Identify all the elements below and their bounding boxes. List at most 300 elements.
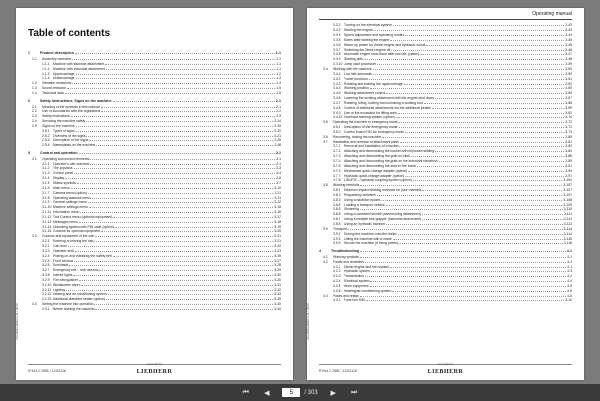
toc-entry-page: 1-5: [276, 86, 281, 91]
toc-entry-title: Minimum impact working methods for your machine: [344, 188, 422, 193]
toc-entry-page: 4-3: [567, 269, 572, 274]
toc-entry-page: 3-62: [565, 110, 572, 115]
first-page-icon[interactable]: ⏮: [242, 388, 249, 396]
toc-entry-number: 3.1.7: [42, 190, 50, 195]
toc-leader-dots: [95, 234, 273, 237]
toc-entry-page: 3-11: [274, 190, 281, 195]
toc-entry-number: 3.5: [323, 120, 328, 125]
toc-leader-dots: [399, 241, 562, 244]
document-page-left: [16, 8, 293, 380]
toc-entry-number: 3: [28, 150, 30, 155]
toc-entry-page: 3-111: [563, 212, 572, 217]
toc-entry-page: 3-27: [274, 258, 281, 263]
toc-entry-page: 4-4: [567, 274, 572, 279]
toc-leader-dots: [370, 284, 566, 287]
toc-entry-title: Automatic engine shut-down after low idle (option): [344, 52, 420, 57]
toc-entry-page: 2-14: [274, 119, 281, 124]
toc-leader-dots: [399, 144, 564, 147]
toc-entry-title: Overload warning system (option): [344, 115, 395, 120]
toc-leader-dots: [393, 23, 564, 26]
toc-entry-title: Operator seat: [53, 248, 74, 253]
toc-leader-dots: [69, 263, 273, 266]
toc-leader-dots: [74, 258, 273, 261]
toc-entry-page: 2-46: [274, 143, 281, 148]
toc-leader-dots: [373, 67, 564, 70]
toc-entry-number: 3.8.1: [333, 188, 341, 193]
toc-entry-number: 4.2.2: [333, 269, 341, 274]
toc-leader-dots: [422, 188, 562, 191]
toc-leader-dots: [95, 307, 273, 310]
toc-entry-page: 3-47: [565, 52, 572, 57]
toc-entry-title: Using a clamshell bucket (earthmoving attachment): [344, 212, 422, 217]
page-number-input[interactable]: 5: [282, 388, 300, 397]
toc-leader-dots: [400, 139, 564, 142]
toc-leader-dots: [404, 81, 564, 84]
toc-entry-page: 3-91: [565, 163, 572, 168]
toc-entry-number: 3.1.12: [42, 214, 52, 219]
toc-entry-title: Unlocking system with PIN code (option): [53, 224, 114, 229]
toc-entry-title: Heating and air conditioning system: [53, 292, 107, 297]
toc-entry-page: 3-113: [563, 221, 572, 226]
toc-entry-title: Using a multiple tine grapple (industrial attachment): [344, 217, 422, 222]
toc-entry-number: 3.3.3: [333, 28, 341, 33]
toc-entry-title: Recovering, towing the machine: [333, 134, 382, 139]
toc-entry[interactable]: [319, 241, 572, 246]
toc-entry-title: Attaching and dismounting the bucket with improved sealing: [344, 149, 435, 154]
toc-entry-number: 3.7: [323, 139, 328, 144]
toc-entry-title: Travel functions: [344, 76, 368, 81]
toc-entry-page: 3-31: [274, 282, 281, 287]
toc-leader-dots: [413, 178, 562, 181]
toc-entry-page: 3-19: [274, 224, 281, 229]
toc-leader-dots: [381, 197, 562, 200]
toc-entry-page: 3-16: [274, 210, 281, 215]
toc-entry-title: Controls and equipment of the cab: [42, 234, 94, 239]
toc-entry-number: 3.4.1: [333, 71, 341, 76]
toc-entry-title: Operator's cab overview: [53, 161, 90, 166]
toc-entry-title: Operating and control elements: [42, 156, 90, 161]
toc-entry-title: Uppercarriage: [53, 71, 75, 76]
toc-entry-title: Control of additional attachments via the additional pedals: [344, 105, 431, 110]
page-title: Table of contents: [28, 28, 111, 39]
toc-entry-title: Notes after starting the engine: [344, 37, 390, 42]
toc-leader-dots: [90, 161, 275, 164]
toc-entry-title: Safety instructions, Signs on the machine: [40, 98, 112, 103]
toc-leader-dots: [75, 248, 273, 251]
toc-leader-dots: [373, 28, 564, 31]
toc-entry-number: 3.7.7: [333, 173, 341, 178]
toc-entry-page: 3-29: [274, 268, 281, 273]
toc-entry-number: 4.2.3: [333, 274, 341, 279]
toc-entry-number: 1.1.2: [42, 66, 50, 71]
toc-entry-number: 3.8.7: [333, 217, 341, 222]
toc-leader-dots: [391, 47, 564, 50]
toc-entry-page: 3-30: [274, 277, 281, 282]
toc-entry-number: 3.9: [323, 226, 328, 231]
toc-entry-number: 3.3.9: [333, 57, 341, 62]
toc-entry-page: 3-57: [565, 96, 572, 101]
toc-leader-dots: [360, 293, 566, 296]
toc-entry-number: 3.5.1: [333, 125, 341, 130]
toc-entry-page: 3-21: [274, 234, 281, 239]
toc-entry-number: 3.2.12: [42, 292, 52, 297]
toc-entry-number: 3.9.2: [333, 236, 341, 241]
toc-entry-page: 2-1: [275, 98, 281, 103]
toc-leader-dots: [94, 302, 273, 305]
toc-entry-title: Secure the machine (6 fixing points): [344, 241, 399, 246]
toc-entry-page: 3-1: [276, 161, 281, 166]
toc-entry-title: Jump start procedure: [344, 62, 377, 67]
toc-entry-title: Operating statuses menu: [53, 195, 91, 200]
toc-entry-title: Fire extinguisher: [53, 277, 79, 282]
toc-entry-number: 1.1: [32, 57, 37, 62]
toc-entry-page: 4-1: [567, 264, 572, 269]
toc-leader-dots: [77, 181, 275, 184]
toc-entry-page: 3-104: [563, 178, 572, 183]
toc-entry-number: 4.2.5: [333, 283, 341, 288]
toc-entry-page: 3-10: [274, 185, 281, 190]
toc-entry-title: Warning symbols: [333, 254, 359, 259]
toc-leader-dots: [80, 210, 273, 213]
toc-entry-page: 3-70: [565, 115, 572, 120]
toc-leader-dots: [399, 120, 564, 123]
toc-entry-title: Loading a transport vehicle: [344, 202, 385, 207]
toc-entry-page: 1-1: [276, 61, 281, 66]
toc-leader-dots: [106, 66, 275, 69]
toc-leader-dots: [393, 236, 563, 239]
toc-leader-dots: [96, 143, 273, 146]
toc-leader-dots: [66, 287, 273, 290]
toc-leader-dots: [72, 57, 275, 60]
toc-entry-page: 2-20: [274, 128, 281, 133]
toc-entry-title: LIKUFIX – hydraulic coupling system (option): [344, 178, 412, 183]
toc-entry-title: Low idle automatic: [344, 71, 373, 76]
toc-entry-number: 3.2.11: [42, 287, 52, 292]
toc-leader-dots: [113, 253, 274, 256]
toc-entry-number: 3.8.5: [333, 207, 341, 212]
toc-leader-dots: [364, 57, 564, 60]
toc-entry-title: Signs on the machine: [42, 123, 75, 128]
toc-entry-title: Warm-up phase for Diesel engine and hydraulic circuit: [344, 42, 426, 47]
toc-leader-dots: [405, 33, 564, 36]
toc-entry-page: 2-1: [276, 104, 281, 109]
toc-entry-number: 3.7.1: [333, 144, 341, 149]
toc-entry-number: 1.1.1: [42, 61, 50, 66]
toc-entry-number: 1.1.4: [42, 76, 50, 81]
toc-entry-title: Controls for optional equipment: [53, 229, 101, 234]
toc-leader-dots: [432, 105, 564, 108]
toc-entry-number: 3.1.14: [42, 224, 52, 229]
toc-entry-number: 3.2.5: [42, 258, 50, 263]
toc-leader-dots: [426, 42, 564, 45]
toc-entry-page: 3-51: [565, 76, 572, 81]
toc-leader-dots: [65, 91, 275, 94]
toc-entry-number: 3.7.3: [333, 154, 341, 159]
toc-entry-number: 4.2: [323, 259, 328, 264]
toc-entry-page: 3-26: [274, 253, 281, 258]
toc-entry-number: 3.1.8: [42, 195, 50, 200]
toc-entry-title: Control board ES2 for emergency mode: [344, 129, 404, 134]
toc-entry-title: Main menu: [53, 185, 70, 190]
toc-entry-number: 3.1.3: [42, 171, 50, 176]
toc-entry-page: 1-1: [275, 51, 281, 56]
toc-entry-page: 3-82: [565, 144, 572, 149]
toc-entry[interactable]: [28, 143, 281, 148]
toc-entry-number: 3.1.10: [42, 205, 52, 210]
toc-entry-title: Types of signs: [53, 128, 75, 133]
toc-entry-title: Control panel: [53, 171, 74, 176]
toc-entry-page: 3-80: [565, 134, 572, 139]
toc-entry-number: 3.4.9: [333, 110, 341, 115]
toc-entry-title: Removal and installation of a bucket: [344, 144, 399, 149]
toc-entry-title: Machine with industrial attachment: [53, 66, 106, 71]
toc-entry-page: 3-33: [274, 292, 281, 297]
toc-entry-title: Working attachment control: [344, 91, 386, 96]
toc-leader-dots: [370, 86, 564, 89]
toc-entry-number: 2.5.2: [42, 133, 50, 138]
toc-entry-page: 3-15: [274, 205, 281, 210]
toc-entry-title: Description of the emergency mode: [344, 125, 398, 130]
toc-leader-dots: [65, 176, 275, 179]
toc-entry-number: 3.4.4: [333, 86, 341, 91]
toc-entry-number: 3.2.8: [42, 273, 50, 278]
toc-entry-page: 3-46: [565, 47, 572, 52]
toc-entry-title: Mechanical quick-change adapter (option): [344, 168, 408, 173]
toc-entry-page: 2-2: [276, 109, 281, 114]
toc-entry-title: Switching the Diesel engine off: [344, 47, 391, 52]
toc-leader-dots: [365, 259, 566, 262]
toc-entry-number: 3.3.10: [333, 62, 343, 67]
toc-entry-number: 4.2.6: [333, 288, 341, 293]
toc-entry-title: Overview of the signs: [53, 133, 86, 138]
toc-entry-page: 3-23: [274, 248, 281, 253]
toc-leader-dots: [422, 217, 562, 220]
toc-entry-page: 4-1: [567, 259, 572, 264]
side-note: LiFunktionalitaten 11 / 2016: [306, 303, 310, 340]
toc-entry-page: 2-21: [274, 133, 281, 138]
toc-leader-dots: [89, 138, 273, 141]
toc-entry-number: 3.3.1: [42, 306, 50, 311]
toc-entry-page: 3-97: [565, 173, 572, 178]
toc-entry-page: 3-58: [565, 100, 572, 105]
toc-entry-page: 3-40: [274, 302, 281, 307]
toc-entry-title: Vibration emissions: [42, 81, 72, 86]
toc-leader-dots: [360, 255, 566, 258]
toc-entry-number: 1.3: [32, 86, 37, 91]
toc-entry-page: 3-72: [565, 120, 572, 125]
next-page-icon[interactable]: ▶: [330, 389, 336, 397]
toc-leader-dots: [377, 193, 563, 196]
toc-entry-title: Messages menu: [53, 219, 78, 224]
toc-entry-title: General settings menu: [53, 200, 88, 205]
toc-entry-title: Operating the machine in emergency mode: [333, 120, 399, 125]
toc-leader-dots: [405, 130, 564, 133]
toc-entry-title: Starting the engine: [344, 28, 373, 33]
toc-entry-title: Speed adjustment and operating modes: [344, 33, 405, 38]
toc-leader-dots: [390, 264, 566, 267]
toc-entry-page: 3-12: [274, 200, 281, 205]
toc-leader-dots: [377, 62, 564, 65]
toc-leader-dots: [76, 71, 276, 74]
toc-leader-dots: [366, 298, 564, 301]
toc-entry[interactable]: [319, 298, 572, 303]
toc-entry-title: Lowering the working attachment with the engine shut down: [344, 96, 434, 101]
toc-entry-page: 3-112: [563, 217, 572, 222]
last-page-icon[interactable]: ⏭: [351, 388, 358, 396]
toc-entry-title: Putting on and releasing the safety belt: [53, 253, 112, 258]
toc-entry[interactable]: [28, 307, 281, 312]
toc-entry-title: Rotating and braking the uppercarriage: [344, 81, 403, 86]
toc-leader-dots: [79, 219, 273, 222]
toc-leader-dots: [369, 76, 564, 79]
toc-entry-title: Driving the machine onto the trailer: [344, 231, 397, 236]
toc-entry[interactable]: [28, 91, 281, 96]
toc-entry-number: 3.1.9: [42, 200, 50, 205]
toc-entry-page: 3-3: [276, 166, 281, 171]
toc-leader-dots: [86, 119, 273, 122]
footer-copyright: Copyright by: [437, 362, 454, 366]
toc-entry-page: 3-54: [565, 81, 572, 86]
toc-leader-dots: [405, 173, 564, 176]
toc-leader-dots: [435, 149, 564, 152]
toc-leader-dots: [420, 52, 564, 55]
toc-entry-number: 3.8.3: [333, 197, 341, 202]
toc-leader-dots: [74, 171, 275, 174]
toc-entry-page: 3-81: [565, 139, 572, 144]
toc-entry-page: 3-1: [276, 156, 281, 161]
toc-entry-page: 3-108: [563, 197, 572, 202]
toc-entry-number: 3.8: [323, 183, 328, 188]
toc-entry-page: 3-89: [565, 159, 572, 164]
toc-entry-title: Status symbols: [53, 181, 76, 186]
toc-entry-number: 3.2.13: [42, 297, 52, 302]
toc-entry-title: Troubleshooting: [331, 249, 360, 253]
toc-entry-page: 3-114: [563, 231, 572, 236]
toc-leader-dots: [386, 91, 564, 94]
toc-entry-title: Working position: [344, 86, 370, 91]
toc-entry-title: Before starting the machine: [53, 306, 95, 311]
toc-entry-title: Using a backhoe bucket: [344, 197, 381, 202]
toc-leader-dots: [386, 222, 562, 225]
toc-leader-dots: [73, 273, 273, 276]
toc-entry-number: 3.2.4: [42, 253, 50, 258]
toc-leader-dots: [422, 212, 563, 215]
toc-entry-number: 3.3.5: [333, 37, 341, 42]
toc-entry-page: 2-26: [274, 138, 281, 143]
toc-entry-number: 3.2.9: [42, 277, 50, 282]
toc-entry-page: 3-72: [565, 125, 572, 130]
toc-entry-number: 3.4.3: [333, 81, 341, 86]
toc-leader-dots: [382, 134, 564, 137]
toc-entry-number: 4: [319, 249, 321, 253]
toc-entry-number: 3.1.1: [42, 161, 50, 166]
toc-entry-number: 4.3: [323, 293, 328, 298]
toc-entry-page: 3-45: [565, 42, 572, 47]
page-navigator: [282, 388, 317, 397]
toc-entry-number: 4.2.1: [333, 264, 341, 269]
toc-entry-number: 3.4: [323, 66, 328, 71]
toc-leader-dots: [72, 81, 275, 84]
toc-leader-dots: [113, 215, 273, 218]
toc-entry-page: 3-4: [276, 171, 281, 176]
previous-page-icon[interactable]: ◀: [264, 389, 270, 397]
toc-entry-number: 3.8.4: [333, 202, 341, 207]
toc-entry-title: Installation and removal of attachment parts: [333, 139, 399, 144]
toc-entry-page: 3-55: [565, 86, 572, 91]
toc-leader-dots: [86, 133, 273, 136]
toc-entry-number: 3.9.3: [333, 241, 341, 246]
toc-entry-page: 3-43: [565, 28, 572, 33]
toc-entry-number: 3.1: [32, 156, 37, 161]
toc-entry-title: Display: [53, 176, 65, 181]
toc-entry-page: 3-1: [275, 150, 281, 155]
toc-leader-dots: [348, 226, 562, 229]
toc-entry-title: Entering or leaving the cab: [53, 239, 94, 244]
toc-entry-page: 3-40: [274, 306, 281, 311]
viewer-toolbar: [0, 384, 600, 401]
toc-leader-dots: [92, 195, 274, 198]
toc-entry-title: Using an hydraulic hammer: [344, 221, 386, 226]
toc-entry-page: 1-3: [276, 76, 281, 81]
toc-entry-title: Nameplates on the machine: [53, 143, 96, 148]
toc-leader-dots: [88, 200, 273, 203]
toc-entry-title: Preparatory activities: [344, 192, 376, 197]
toc-entry-page: 3-50: [565, 66, 572, 71]
toc-entry-title: Technical data: [42, 90, 64, 95]
toc-entry-number: 3.2: [32, 234, 37, 239]
toc-entry-page: 4-4: [567, 279, 572, 284]
toc-entry-page: 3-114: [563, 226, 572, 231]
toc-leader-dots: [79, 151, 275, 154]
toc-entry-page: 4-6: [567, 293, 572, 298]
header-divider: [319, 19, 572, 20]
liebherr-logo: LIEBHERR: [136, 369, 173, 375]
toc-leader-dots: [94, 239, 273, 242]
toc-leader-dots: [390, 38, 564, 41]
toc-entry-title: Cab door: [53, 243, 67, 248]
toc-entry-page: 4-10: [565, 298, 572, 303]
toc-leader-dots: [76, 128, 274, 131]
toc-entry-page: 4-1: [566, 249, 572, 253]
toc-entry-page: 3-48: [565, 57, 572, 62]
toc-entry-page: 3-88: [565, 154, 572, 159]
toc-leader-dots: [424, 101, 565, 104]
toc-entry-title: The joysticks: [53, 166, 73, 171]
toc-entry-number: 3.3.4: [333, 33, 341, 38]
toc-entry-title: Machine settings menu: [53, 205, 88, 210]
toc-entry-page: 3-107: [563, 188, 572, 193]
toc-entry-page: 3-45: [565, 37, 572, 42]
toc-entry-number: 3.4.10: [333, 115, 343, 120]
toc-entry-page: 3-107: [563, 192, 572, 197]
toc-entry-page: 3-7: [276, 181, 281, 186]
toc-entry-page: 4-1: [567, 254, 572, 259]
toc-leader-dots: [392, 288, 566, 291]
toc-leader-dots: [90, 156, 275, 159]
toc-entry-title: Hydraulic system: [344, 269, 370, 274]
toc-leader-dots: [435, 96, 564, 99]
toc-entry-number: 3.3: [32, 302, 37, 307]
toc-entry-number: 3.1.6: [42, 185, 50, 190]
toc-entry-title: Control and operation: [40, 150, 78, 155]
page-total: / 303: [304, 389, 318, 396]
toc-entry-page: 3-56: [565, 91, 572, 96]
toc-entry-page: 3-20: [274, 229, 281, 234]
table-of-contents: [28, 48, 281, 311]
toc-entry-number: 3.7.5: [333, 163, 341, 168]
toc-entry-number: 1.1.3: [42, 71, 50, 76]
toc-entry-title: Safety instructions: [42, 114, 70, 119]
